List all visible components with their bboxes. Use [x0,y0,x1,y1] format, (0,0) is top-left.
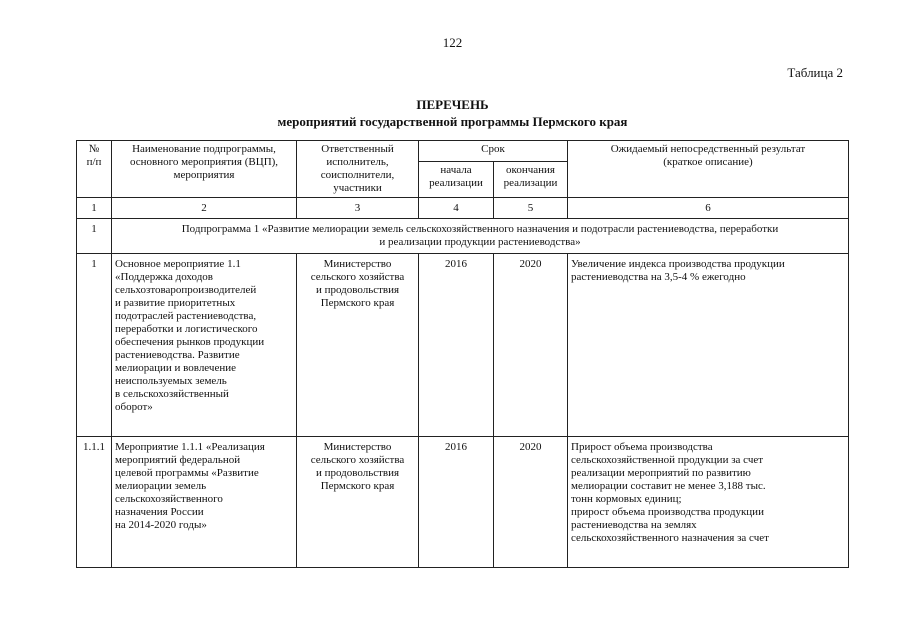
title-heading: ПЕРЕЧЕНЬ [416,97,489,112]
column-number: 2 [112,198,297,219]
subprogram-title: Подпрограмма 1 «Развитие мелиорации земель сельскохозяйственного назначения и подотрасли растениеводства, переработки и реализации продукции растениеводства» [112,219,849,254]
column-number: 1 [77,198,112,219]
document-title [0,96,905,130]
row-number: 1.1.1 [77,437,112,568]
header-start: начала реализации [419,161,494,197]
row-end-year: 2020 [494,437,568,568]
column-number: 3 [297,198,419,219]
column-number: 4 [419,198,494,219]
row-name: Мероприятие 1.1.1 «Реализация мероприятий федеральной целевой программы «Развитие мелиорации земель сельскохозяйственного назначения России на 2014-2020 годы» [112,437,297,568]
header-result: Ожидаемый непосредственный результат (краткое описание) [568,141,849,198]
header-row [77,141,849,162]
row-result: Увеличение индекса производства продукции растениеводства на 3,5-4 % ежегодно [568,254,849,437]
table-row [77,437,849,568]
column-number: 5 [494,198,568,219]
header-end: окончания реализации [494,161,568,197]
header-name: Наименование подпрограммы, основного мероприятия (ВЦП), мероприятия [112,141,297,198]
subprogram-row [77,219,849,254]
row-number: 1 [77,254,112,437]
column-number-row [77,198,849,219]
title-subheading: мероприятий государственной программы Пермского края [277,114,628,129]
row-responsible: Министерство сельского хозяйства и продовольствия Пермского края [297,437,419,568]
row-result: Прирост объема производства сельскохозяйственной продукции за счет реализации мероприятий по развитию мелиорации составит не менее 3,188 тыс. тонн кормовых единиц; прирост объема производства продукции растениеводства на землях сельскохозяйственного назначения за счет [568,437,849,568]
table-label: Таблица 2 [787,65,843,80]
subprogram-number: 1 [77,219,112,254]
measures-table [76,140,849,568]
header-number: № п/п [77,141,112,198]
row-responsible: Министерство сельского хозяйства и продовольствия Пермского края [297,254,419,437]
row-end-year: 2020 [494,254,568,437]
table-row [77,254,849,437]
header-term: Срок [419,141,568,162]
header-responsible: Ответственный исполнитель, соисполнители, участники [297,141,419,198]
page-number: 122 [442,35,463,50]
row-start-year: 2016 [419,254,494,437]
row-start-year: 2016 [419,437,494,568]
column-number: 6 [568,198,849,219]
row-name: Основное мероприятие 1.1 «Поддержка доходов сельхозтоваропроизводителей и развитие приоритетных подотраслей растениеводства, переработки и логистического обеспечения рынков продукции растениеводства. Развитие мелиорации и вовлечение неиспользуемых земель в сельскохозяйственный оборот» [112,254,297,437]
